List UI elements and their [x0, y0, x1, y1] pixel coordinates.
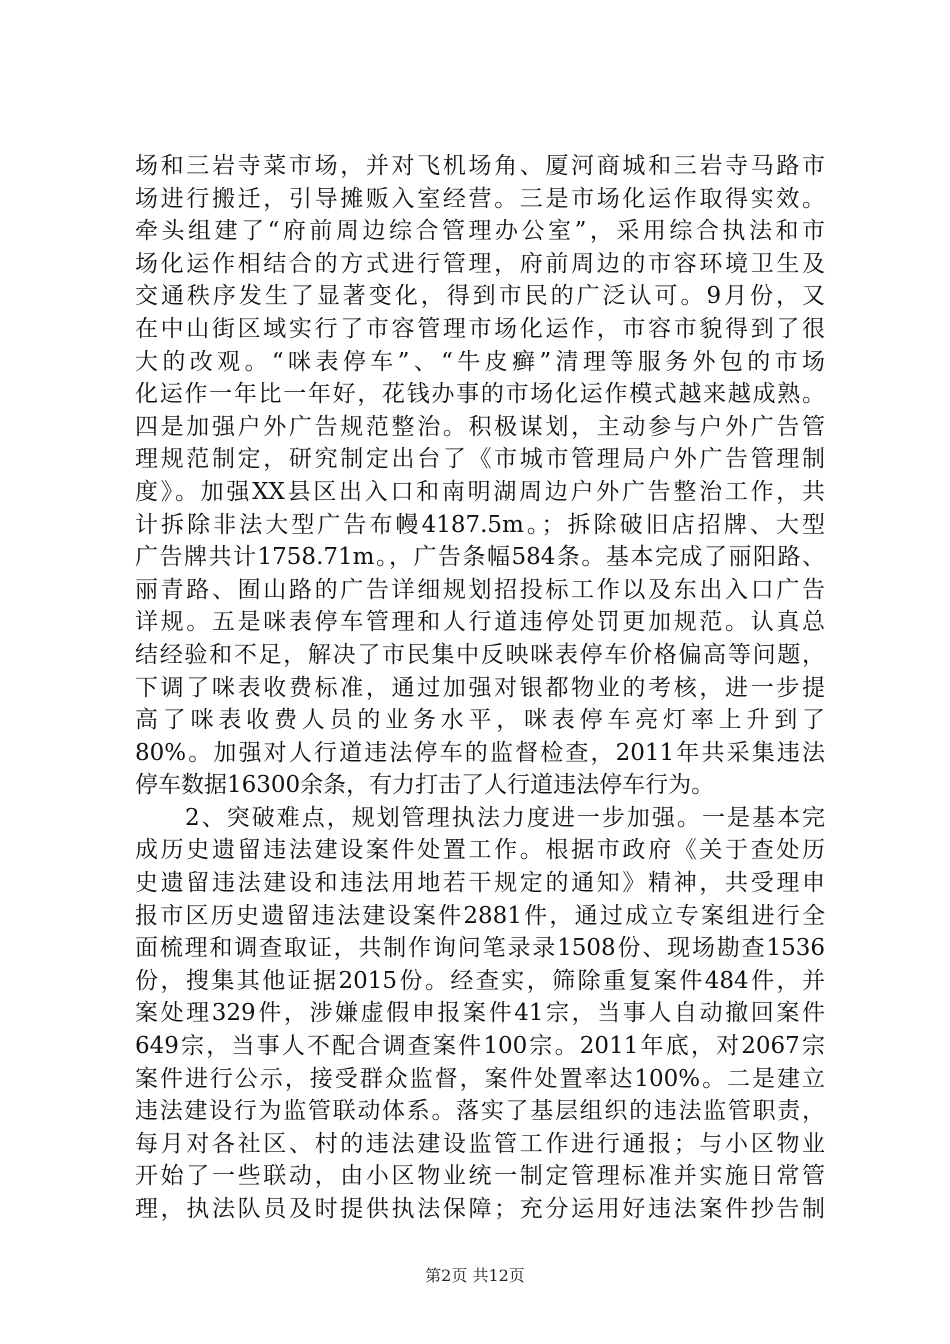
text-line: 报市区历史遗留违法建设案件2881件，通过成立专案组进行全 — [135, 902, 825, 929]
text-line: 计拆除非法大型广告布幔4187.5m。；拆除破旧店招牌、大型 — [135, 511, 825, 538]
text-line: 649宗，当事人不配合调查案件100宗。2011年底，对2067宗 — [135, 1033, 825, 1060]
text-line: 成历史遗留违法建设案件处置工作。根据市政府《关于查处历 — [135, 837, 825, 864]
text-line: 高了咪表收费人员的业务水平，咪表停车亮灯率上升到了 — [135, 707, 825, 734]
text-line: 理规范制定，研究制定出台了《市城市管理局户外广告管理制 — [135, 446, 825, 473]
text-line: 场进行搬迁，引导摊贩入室经营。三是市场化运作取得实效。 — [135, 185, 825, 212]
text-line: 案处理329件，涉嫌虚假申报案件41宗，当事人自动撤回案件 — [135, 1000, 825, 1027]
text-line: 下调了咪表收费标准，通过加强对银都物业的考核，进一步提 — [135, 674, 825, 701]
text-line: 史遗留违法建设和违法用地若干规定的通知》精神，共受理申 — [135, 870, 825, 897]
text-line: 场和三岩寺菜市场，并对飞机场角、厦河商城和三岩寺马路市 — [135, 153, 825, 179]
text-line: 大的改观。“咪表停车”、“牛皮癣”清理等服务外包的市场 — [135, 348, 825, 375]
text-line: 80%。加强对人行道违法停车的监督检查，2011年共采集违法 — [135, 739, 825, 766]
text-line: 广告牌共计1758.71m。，广告条幅584条。基本完成了丽阳路、 — [135, 544, 825, 571]
text-line: 违法建设行为监管联动体系。落实了基层组织的违法监管职责， — [135, 1098, 825, 1125]
text-line: 四是加强户外广告规范整治。积极谋划，主动参与户外广告管 — [135, 413, 825, 440]
page-number-footer: 第2页 共12页 — [425, 1266, 525, 1285]
text-line: 详规。五是咪表停车管理和人行道违停处罚更加规范。认真总 — [135, 609, 825, 636]
text-line: 牵头组建了“府前周边综合管理办公室”，采用综合执法和市 — [135, 218, 825, 245]
body-text — [135, 150, 825, 1226]
text-line: 2、突破难点，规划管理执法力度进一步加强。一是基本完 — [135, 804, 825, 831]
text-line: 结经验和不足，解决了市民集中反映咪表停车价格偏高等问题， — [135, 641, 825, 668]
text-line: 份，搜集其他证据2015份。经查实，筛除重复案件484件，并 — [135, 967, 825, 994]
text-line: 每月对各社区、村的违法建设监管工作进行通报；与小区物业 — [135, 1130, 825, 1157]
text-line: 在中山街区域实行了市容管理市场化运作，市容市貌得到了很 — [135, 315, 825, 342]
text-line: 开始了一些联动，由小区物业统一制定管理标准并实施日常管 — [135, 1163, 825, 1190]
text-line: 场化运作相结合的方式进行管理，府前周边的市容环境卫生及 — [135, 250, 825, 277]
text-line: 案件进行公示，接受群众监督，案件处置率达100%。二是建立 — [135, 1065, 825, 1092]
text-line: 度》。加强XX县区出入口和南明湖周边户外广告整治工作，共 — [135, 478, 825, 505]
text-line: 理，执法队员及时提供执法保障；充分运用好违法案件抄告制 — [135, 1196, 825, 1222]
text-line: 化运作一年比一年好，花钱办事的市场化运作模式越来越成熟。 — [135, 381, 825, 408]
text-line: 面梳理和调查取证，共制作询问笔录录1508份、现场勘查1536 — [135, 935, 825, 962]
text-line: 停车数据16300余条，有力打击了人行道违法停车行为。 — [135, 772, 715, 799]
text-line: 交通秩序发生了显著变化，得到市民的广泛认可。9月份，又 — [135, 283, 825, 310]
text-line: 丽青路、囿山路的广告详细规划招投标工作以及东出入口广告 — [135, 576, 825, 603]
